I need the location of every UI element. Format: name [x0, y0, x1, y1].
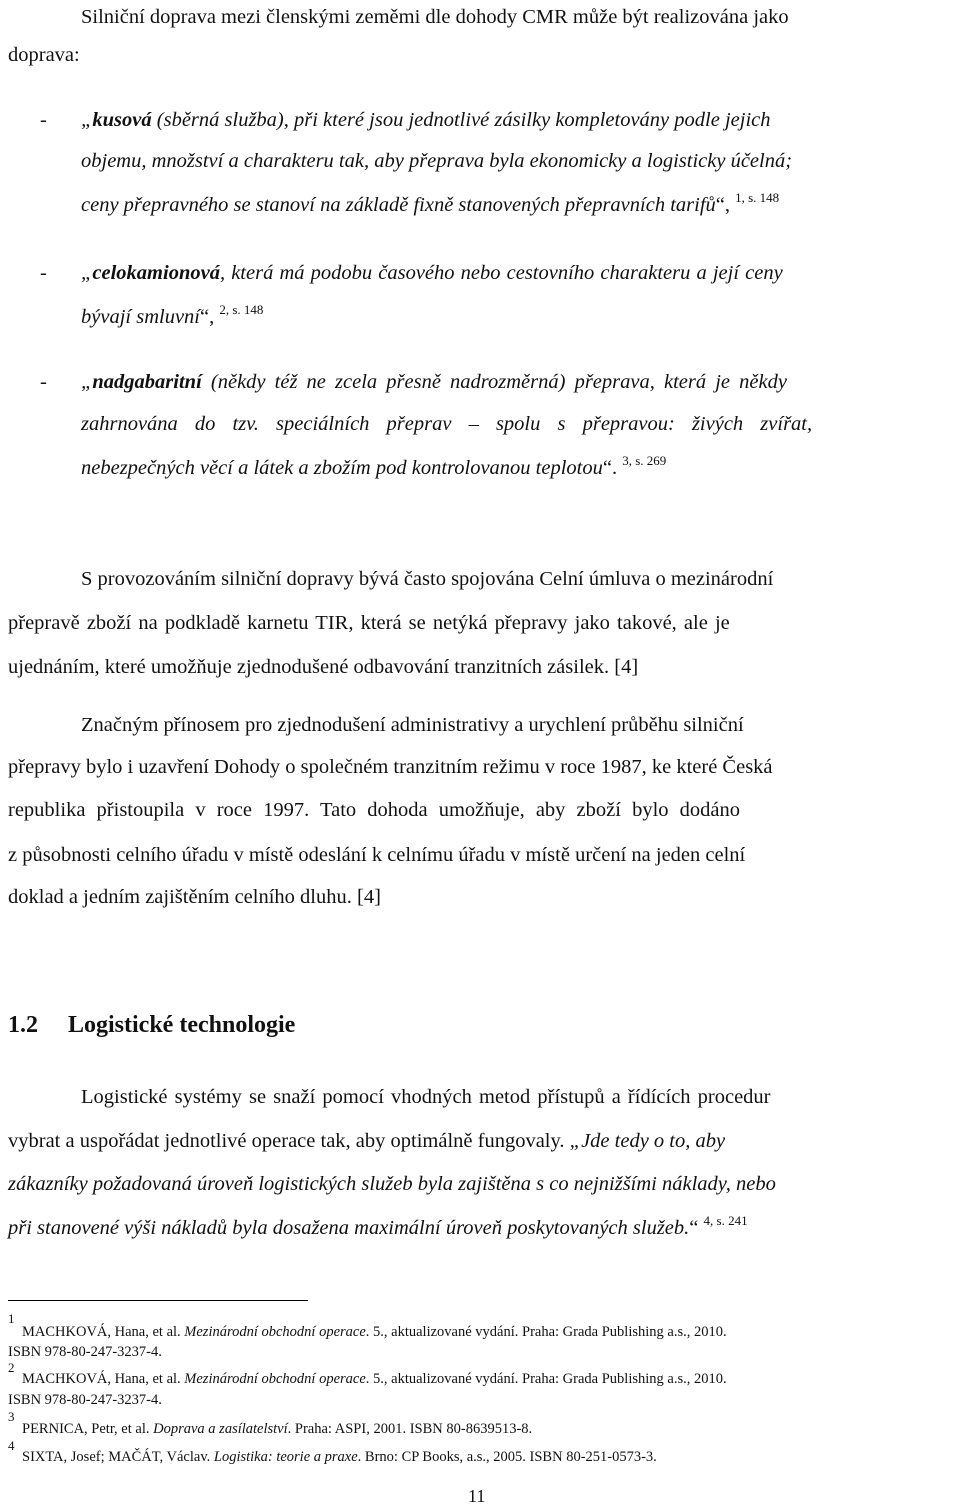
bullet-3-line-2: zahrnována do tzv. speciálních přeprav – spolu s přepravou: živých zvířat, [81, 413, 813, 435]
para-3-line-1: Logistické systémy se snaží pomocí vhodných metod přístupů a řídících procedur [81, 1086, 771, 1108]
para-2-line-1: Značným přínosem pro zjednodušení administrativy a urychlení průběhu silniční [81, 714, 744, 736]
footnote-number-4: 4 [8, 1438, 15, 1453]
para-2-line-3: republika přistoupila v roce 1997. Tato dohoda umožňuje, aby zboží bylo dodáno [8, 799, 740, 821]
footnote-3-authors: PERNICA, Petr, et al. [22, 1421, 154, 1437]
footnote-number-3: 3 [8, 1409, 15, 1424]
para-3-text-4: při stanovené výši nákladů byla dosažena maximální úroveň poskytovaných služeb. [8, 1217, 690, 1239]
para-1-line-2: přepravě zboží na podkladě karnetu TIR, která se netýká přepravy jako takové, ale je [8, 612, 730, 634]
section-title: Logistické technologie [68, 1012, 296, 1038]
footnote-1-title: Mezinárodní obchodní operace [184, 1324, 366, 1340]
citation-sup-3: 3, s. 269 [622, 453, 667, 468]
citation-sup-2: 2, s. 148 [219, 302, 264, 317]
para-2-line-2: přepravy bylo i uzavření Dohody o společném tranzitním režimu v roce 1987, ke které Česká [8, 756, 773, 778]
bullet-3-line-3 [81, 455, 666, 481]
quote-close: “. [602, 457, 623, 479]
footnote-2-title: Mezinárodní obchodní operace [184, 1371, 366, 1387]
term-celokamionova: celokamionová [92, 262, 220, 284]
section-number: 1.2 [8, 1012, 38, 1038]
bullet-1-line-1 [81, 107, 770, 133]
footnote-4-title: Logistika: teorie a praxe [213, 1449, 358, 1465]
para-3-line-3: zákazníky požadovaná úroveň logistických služeb byla zajištěna s co nejnižšími náklady, nebo [8, 1173, 776, 1195]
footnote-1 [22, 1323, 727, 1341]
quote-open: „ [81, 371, 93, 393]
bullet-dash-3: - [40, 371, 47, 393]
footnote-4 [22, 1448, 657, 1466]
term-nadgabaritni: nadgabaritní [92, 371, 202, 393]
para-1-line-1: S provozováním silniční dopravy bývá často spojována Celní úmluva o mezinárodní [81, 568, 774, 590]
footnote-2-authors: MACHKOVÁ, Hana, et al. [22, 1371, 185, 1387]
quote-close: “, [715, 194, 736, 216]
quote-close: “, [200, 306, 220, 328]
footnote-number-2: 2 [8, 1360, 15, 1375]
footnote-1-authors: MACHKOVÁ, Hana, et al. [22, 1324, 185, 1340]
bullet-2-text-2: bývají smluvní [81, 306, 200, 328]
footnote-4-authors: SIXTA, Josef; MAČÁT, Václav. [22, 1449, 214, 1465]
para-2-line-4: z působnosti celního úřadu v místě odeslání k celnímu úřadu v místě určení na jeden celní [8, 844, 746, 866]
bullet-1-line-3 [81, 192, 779, 218]
para-3-line-2 [8, 1128, 725, 1154]
bullet-1-text-3: ceny přepravného se stanoví na základě fixně stanovených přepravních tarifů [81, 194, 716, 216]
footnote-number-1: 1 [8, 1311, 15, 1326]
footnote-3-publisher: . Praha: ASPI, 2001. ISBN 80-8639513-8. [287, 1421, 533, 1437]
footnote-2-isbn: ISBN 978-80-247-3237-4. [8, 1392, 162, 1408]
term-kusova: kusová [92, 109, 152, 131]
bullet-2-line-2 [81, 304, 263, 330]
bullet-1-line-2: objemu, množství a charakteru tak, aby přeprava byla ekonomicky a logisticky účelná; [81, 150, 793, 172]
page-number: 11 [468, 1486, 486, 1506]
bullet-2-line-1 [81, 260, 783, 286]
para-3-text-2: vybrat a uspořádat jednotlivé operace tak, aby optimálně fungovaly. [8, 1130, 570, 1152]
footnote-3-title: Doprava a zasílatelství [153, 1421, 288, 1437]
footnote-2 [22, 1370, 727, 1388]
intro-line-1: Silniční doprava mezi členskými zeměmi dle dohody CMR může být realizována jako [81, 6, 789, 28]
quote-open: „ [81, 262, 93, 284]
footnote-4-publisher: . Brno: CP Books, a.s., 2005. ISBN 80-251-0573-3. [357, 1449, 657, 1465]
para-3-line-4 [8, 1215, 748, 1241]
bullet-3-line-1 [81, 369, 787, 395]
bullet-3-text: (někdy též ne zcela přesně nadrozměrná) přeprava, která je někdy [201, 371, 787, 393]
footnote-1-isbn: ISBN 978-80-247-3237-4. [8, 1344, 162, 1360]
citation-sup-1: 1, s. 148 [735, 190, 780, 205]
para-2-line-5: doklad a jedním zajištěním celního dluhu. [4] [8, 886, 381, 908]
quote-close: “ [689, 1217, 704, 1239]
bullet-1-text: (sběrná služba), při které jsou jednotlivé zásilky kompletovány podle jejich [151, 109, 771, 131]
footnote-3 [22, 1420, 532, 1438]
quote-open: „ [81, 109, 93, 131]
footnote-1-publisher: . 5., aktualizované vydání. Praha: Grada Publishing a.s., 2010. [365, 1324, 727, 1340]
bullet-dash-1: - [40, 109, 47, 131]
bullet-2-text: , která má podobu časového nebo cestovního charakteru a její ceny [219, 262, 783, 284]
quote-jde-tedy: „Jde tedy o to, aby [569, 1130, 726, 1152]
citation-sup-4: 4, s. 241 [703, 1213, 748, 1228]
intro-line-2: doprava: [8, 44, 80, 66]
bullet-dash-2: - [40, 262, 47, 284]
section-heading [8, 1010, 295, 1040]
footnote-2-publisher: . 5., aktualizované vydání. Praha: Grada Publishing a.s., 2010. [365, 1371, 727, 1387]
bullet-3-text-3: nebezpečných věcí a látek a zbožím pod kontrolovanou teplotou [81, 457, 603, 479]
footnote-separator [8, 1300, 308, 1301]
para-1-line-3: ujednáním, které umožňuje zjednodušené odbavování tranzitních zásilek. [4] [8, 656, 639, 678]
